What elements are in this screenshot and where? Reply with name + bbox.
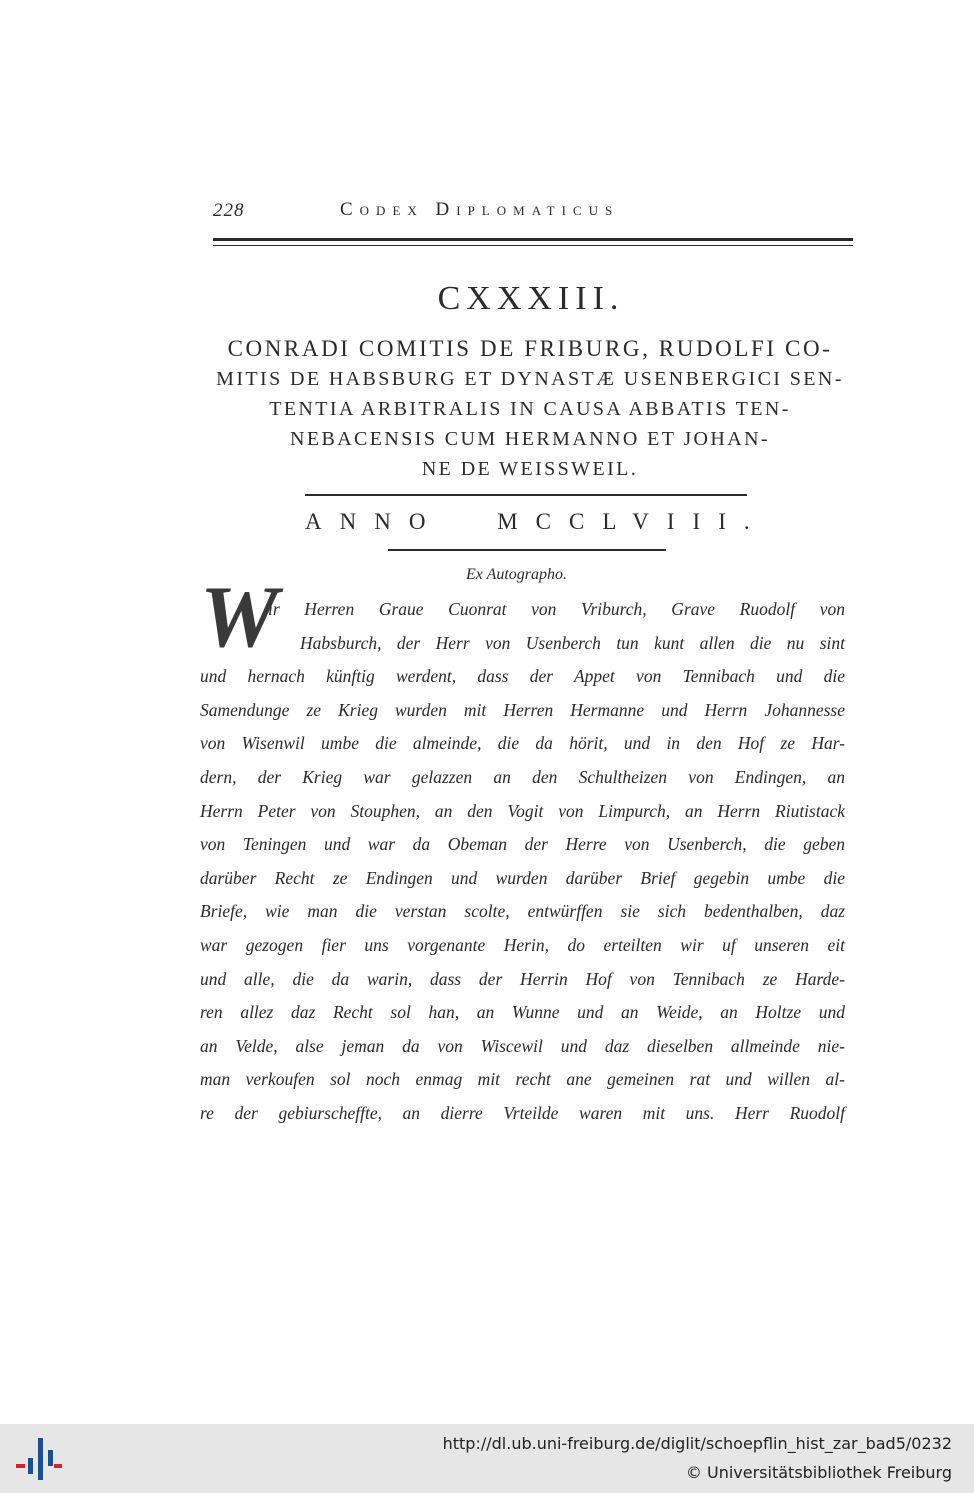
- source-url-link[interactable]: http://dl.ub.uni-freiburg.de/diglit/schoepflin_hist_zar_bad5/0232: [442, 1434, 952, 1453]
- running-title: Codex Diplomaticus: [340, 199, 620, 220]
- header-rule-top: [213, 238, 853, 241]
- body-line: Habsburch, der Herr von Usenberch tun kunt allen die nu sint: [300, 632, 845, 653]
- document-heading: [205, 334, 855, 484]
- body-line: von Teningen und war da Obeman der Herre von Usenberch, die geben: [200, 834, 845, 855]
- body-line: an Velde, alse jeman da von Wiscewil und daz dieselben allmeinde nie-: [200, 1035, 845, 1056]
- body-line: Briefe, wie man die verstan scolte, entwürffen sie sich bedenthalben, daz: [200, 901, 845, 922]
- body-line: ir Herren Graue Cuonrat von Vriburch, Grave Ruodolf von: [268, 599, 845, 619]
- footer-bar: [0, 1424, 974, 1493]
- body-line: von Wisenwil umbe die almeinde, die da hörit, und in den Hof ze Har-: [200, 733, 845, 754]
- year-line: ANNO MCCLVIII.: [305, 509, 768, 534]
- header-rule-bottom: [213, 245, 853, 246]
- heading-line: TENTIA ARBITRALIS IN CAUSA ABBATIS TEN-: [269, 398, 791, 420]
- copyright-notice: © Universitätsbibliothek Freiburg: [685, 1463, 952, 1482]
- heading-line: MITIS DE HABSBURG ET DYNASTÆ USENBERGICI SEN-: [216, 368, 844, 390]
- document-number: CXXXIII.: [437, 280, 625, 317]
- heading-line: NEBACENSIS CUM HERMANNO ET JOHAN-: [290, 428, 770, 450]
- heading-rule-top: [305, 494, 747, 496]
- source-note: Ex Autographo.: [466, 566, 568, 583]
- body-line: re der gebiurscheffte, an dierre Vrteilde waren mit uns. Herr Ruodolf: [200, 1102, 845, 1123]
- heading-line: CONRADI COMITIS DE FRIBURG, RUDOLFI CO-: [227, 336, 833, 361]
- page-number: 228: [213, 200, 245, 221]
- year-rule: [388, 549, 666, 551]
- body-text: [200, 593, 845, 1131]
- body-line: ren allez daz Recht sol han, an Wunne und an Weide, an Holtze und: [200, 1002, 845, 1023]
- body-line: war gezogen fier uns vorgenante Herin, do erteilten wir uf unseren eit: [200, 934, 845, 955]
- ub-freiburg-logo-icon: [16, 1436, 62, 1482]
- drop-cap: W: [200, 569, 279, 666]
- body-line: Herrn Peter von Stouphen, an den Vogit von Limpurch, an Herrn Riutistack: [200, 800, 845, 821]
- body-line: man verkoufen sol noch enmag mit recht ane gemeinen rat und willen al-: [200, 1069, 845, 1090]
- heading-line: NE DE WEISSWEIL.: [421, 458, 639, 480]
- body-line: darüber Recht ze Endingen und wurden darüber Brief gegebin umbe die: [200, 867, 845, 888]
- body-line: Samendunge ze Krieg wurden mit Herren Hermanne und Herrn Johannesse: [200, 699, 845, 720]
- body-line: und alle, die da warin, dass der Herrin Hof von Tennibach ze Harde-: [200, 968, 845, 989]
- body-line: und hernach künftig werdent, dass der Appet von Tennibach und die: [200, 666, 845, 687]
- body-line: dern, der Krieg war gelazzen an den Schultheizen von Endingen, an: [200, 766, 845, 787]
